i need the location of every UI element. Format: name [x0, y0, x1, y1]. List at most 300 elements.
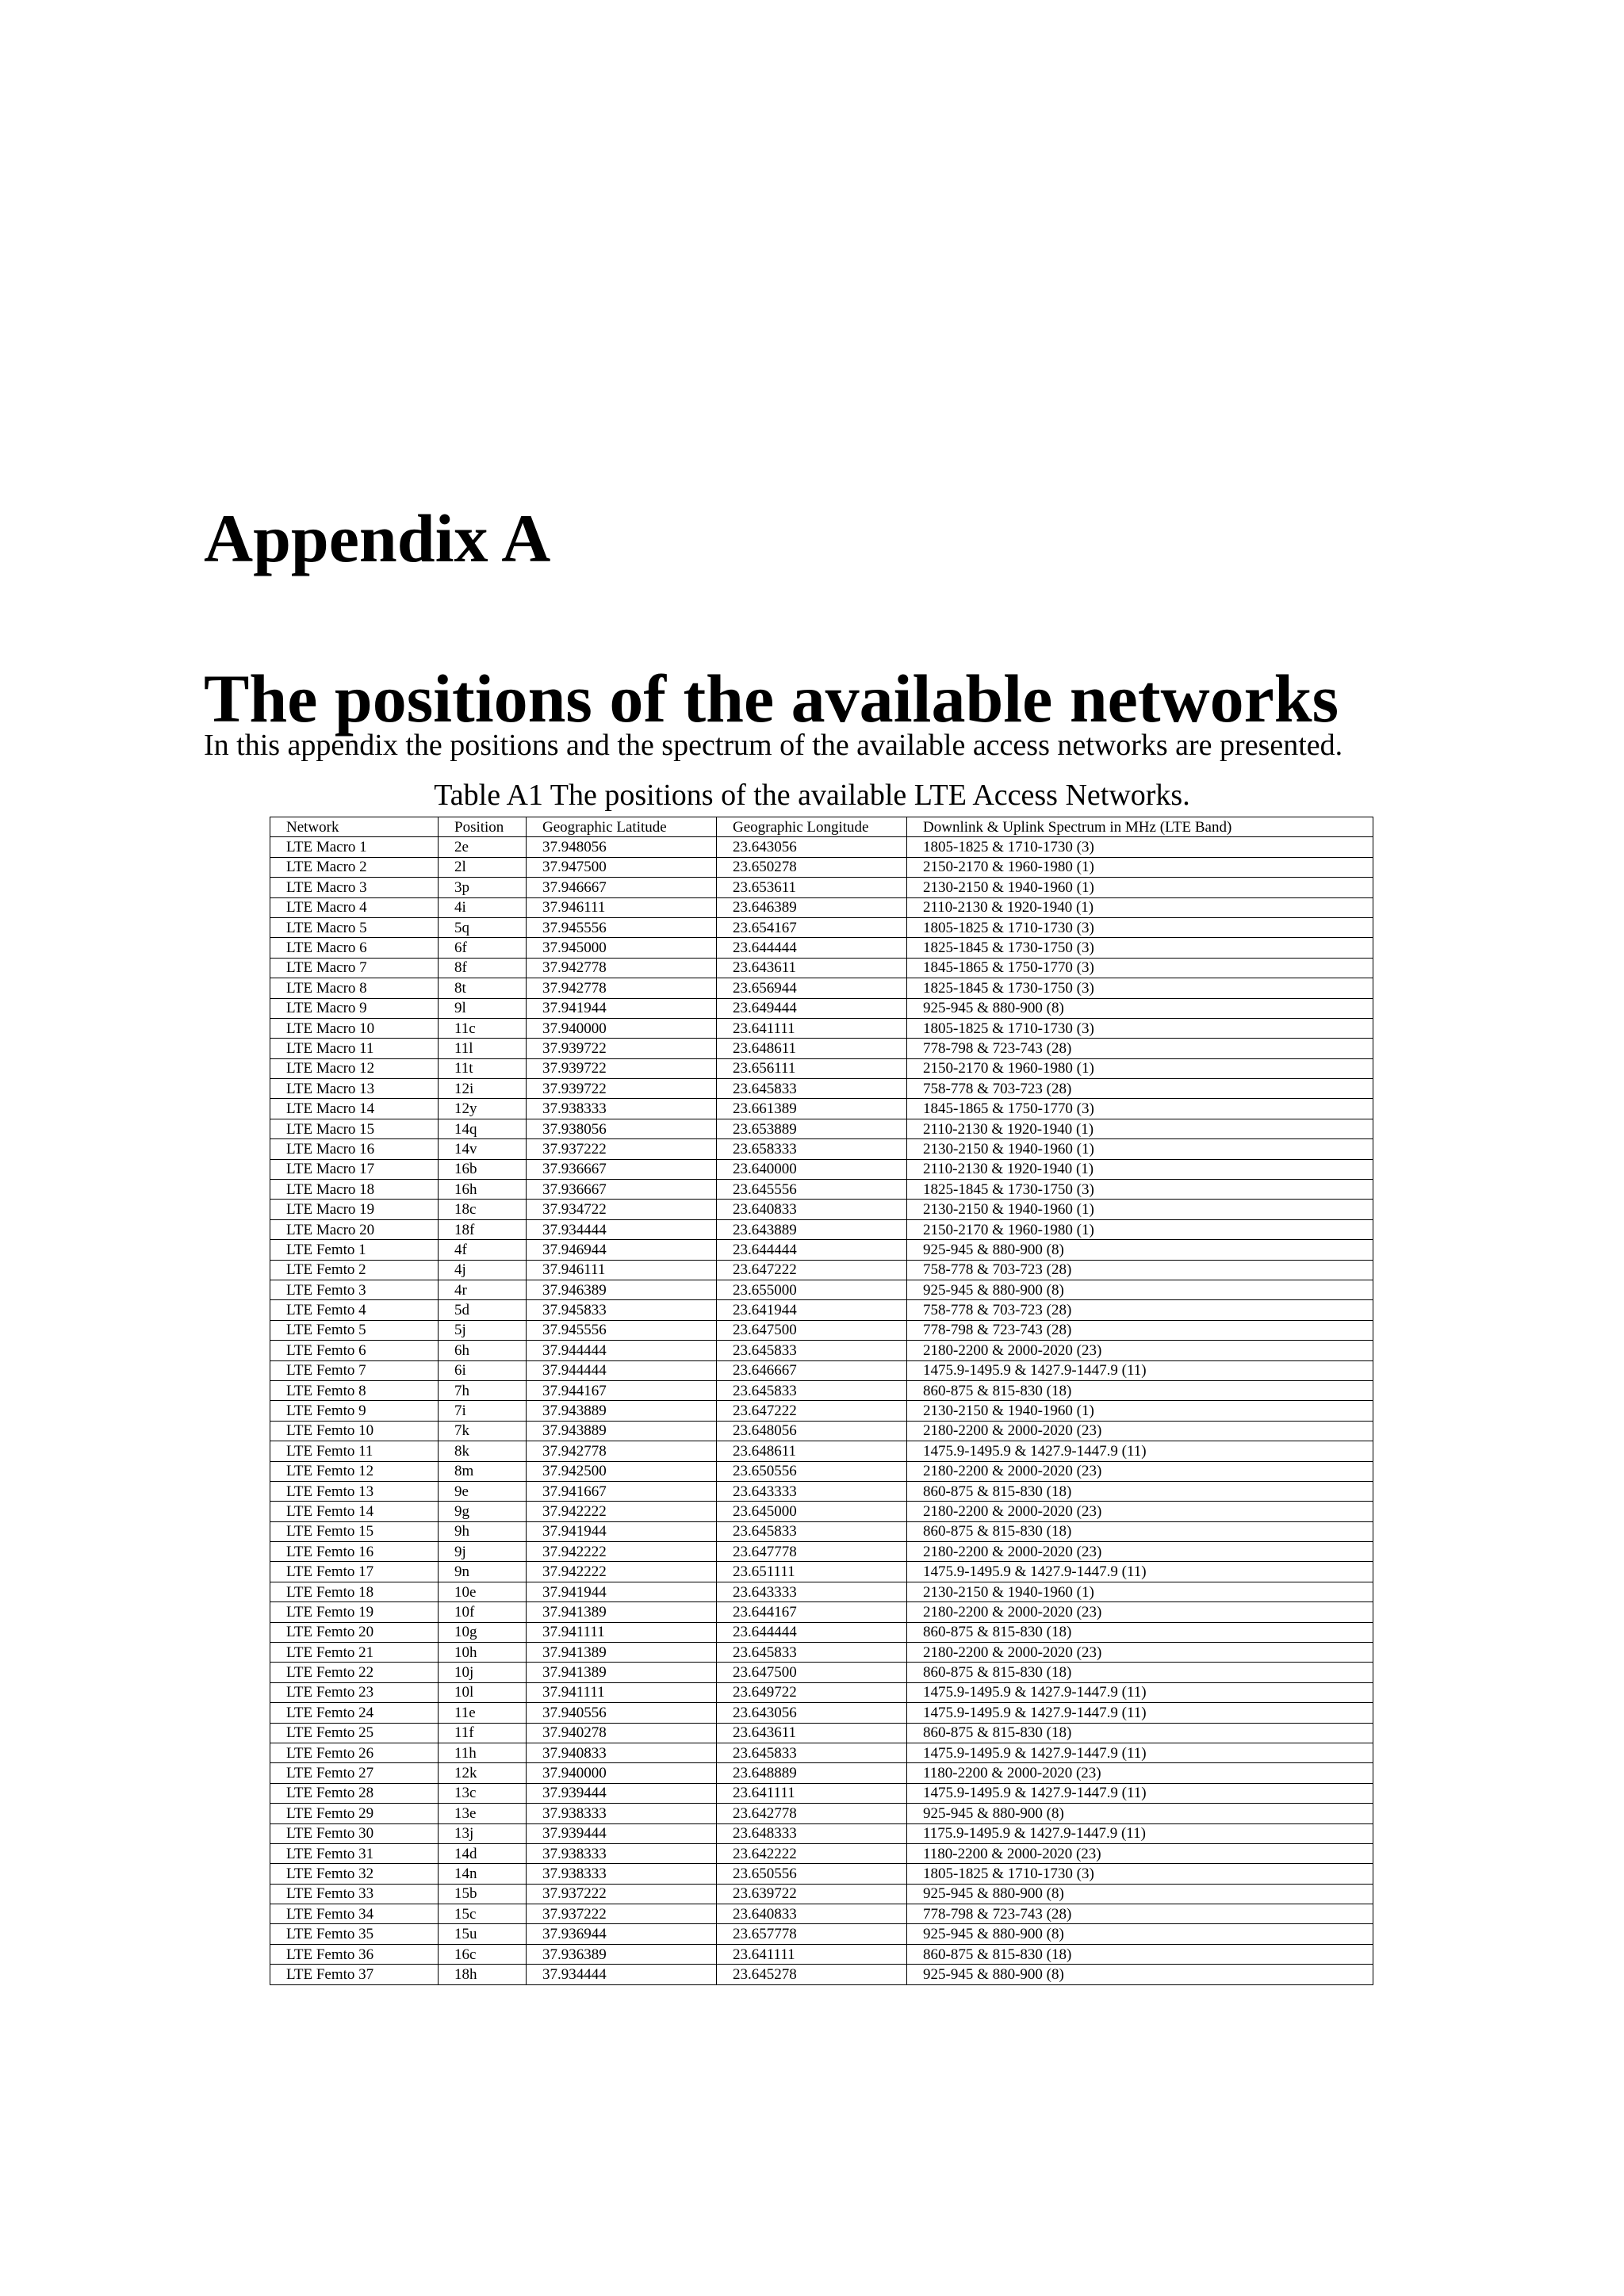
table-row [270, 938, 1373, 958]
cell-network: LTE Macro 18 [270, 1180, 439, 1200]
cell-longitude: 23.645833 [717, 1079, 907, 1099]
table-row [270, 1804, 1373, 1823]
cell-position: 5q [439, 917, 527, 937]
cell-spectrum: 1175.9-1495.9 & 1427.9-1447.9 (11) [907, 1823, 1373, 1843]
cell-position: 18c [439, 1200, 527, 1219]
cell-latitude: 37.940000 [527, 1763, 717, 1783]
cell-network: LTE Macro 7 [270, 958, 439, 978]
cell-latitude: 37.946111 [527, 1260, 717, 1280]
table-row [270, 1582, 1373, 1601]
cell-spectrum: 860-875 & 815-830 (18) [907, 1944, 1373, 1964]
cell-longitude: 23.658333 [717, 1139, 907, 1159]
cell-longitude: 23.650556 [717, 1864, 907, 1884]
cell-longitude: 23.653889 [717, 1119, 907, 1138]
cell-spectrum: 860-875 & 815-830 (18) [907, 1380, 1373, 1400]
cell-network: LTE Femto 28 [270, 1783, 439, 1803]
cell-network: LTE Macro 12 [270, 1058, 439, 1078]
cell-latitude: 37.944444 [527, 1360, 717, 1380]
table-row [270, 1823, 1373, 1843]
cell-latitude: 37.942222 [527, 1502, 717, 1521]
cell-network: LTE Femto 34 [270, 1904, 439, 1924]
cell-spectrum: 2130-2150 & 1940-1960 (1) [907, 1200, 1373, 1219]
cell-network: LTE Femto 4 [270, 1300, 439, 1320]
appendix-label: Appendix A [204, 500, 551, 576]
cell-network: LTE Macro 9 [270, 998, 439, 1018]
table-row [270, 1401, 1373, 1421]
cell-network: LTE Macro 13 [270, 1079, 439, 1099]
cell-longitude: 23.647500 [717, 1320, 907, 1340]
cell-latitude: 37.938333 [527, 1099, 717, 1119]
cell-longitude: 23.649444 [717, 998, 907, 1018]
cell-position: 4f [439, 1240, 527, 1260]
cell-latitude: 37.942778 [527, 958, 717, 978]
cell-position: 9n [439, 1562, 527, 1582]
cell-latitude: 37.937222 [527, 1139, 717, 1159]
cell-position: 16c [439, 1944, 527, 1964]
cell-position: 13j [439, 1823, 527, 1843]
cell-latitude: 37.941944 [527, 1582, 717, 1601]
cell-spectrum: 2130-2150 & 1940-1960 (1) [907, 1582, 1373, 1601]
cell-spectrum: 2180-2200 & 2000-2020 (23) [907, 1542, 1373, 1562]
cell-latitude: 37.945833 [527, 1300, 717, 1320]
cell-spectrum: 925-945 & 880-900 (8) [907, 1280, 1373, 1299]
cell-longitude: 23.641111 [717, 1944, 907, 1964]
cell-network: LTE Femto 24 [270, 1703, 439, 1723]
table-row [270, 1843, 1373, 1863]
cell-latitude: 37.945556 [527, 1320, 717, 1340]
cell-network: LTE Femto 12 [270, 1461, 439, 1481]
cell-network: LTE Femto 29 [270, 1804, 439, 1823]
cell-spectrum: 2110-2130 & 1920-1940 (1) [907, 1159, 1373, 1179]
cell-position: 11l [439, 1039, 527, 1058]
cell-spectrum: 758-778 & 703-723 (28) [907, 1260, 1373, 1280]
cell-latitude: 37.944167 [527, 1380, 717, 1400]
table-row [270, 1260, 1373, 1280]
cell-latitude: 37.945000 [527, 938, 717, 958]
cell-longitude: 23.644167 [717, 1602, 907, 1622]
cell-network: LTE Femto 5 [270, 1320, 439, 1340]
cell-network: LTE Femto 26 [270, 1743, 439, 1762]
table-row [270, 1703, 1373, 1723]
table-row [270, 878, 1373, 897]
cell-latitude: 37.938056 [527, 1119, 717, 1138]
table-row [270, 1180, 1373, 1200]
cell-network: LTE Femto 18 [270, 1582, 439, 1601]
cell-spectrum: 2180-2200 & 2000-2020 (23) [907, 1461, 1373, 1481]
table-row [270, 1965, 1373, 1984]
table-row [270, 1058, 1373, 1078]
cell-spectrum: 1475.9-1495.9 & 1427.9-1447.9 (11) [907, 1783, 1373, 1803]
cell-longitude: 23.642222 [717, 1843, 907, 1863]
cell-position: 13c [439, 1783, 527, 1803]
cell-network: LTE Femto 10 [270, 1421, 439, 1441]
cell-spectrum: 925-945 & 880-900 (8) [907, 1240, 1373, 1260]
cell-longitude: 23.644444 [717, 1622, 907, 1642]
cell-position: 8k [439, 1441, 527, 1461]
cell-latitude: 37.943889 [527, 1401, 717, 1421]
table-row [270, 998, 1373, 1018]
cell-longitude: 23.644444 [717, 1240, 907, 1260]
table-row [270, 1562, 1373, 1582]
cell-spectrum: 1475.9-1495.9 & 1427.9-1447.9 (11) [907, 1682, 1373, 1702]
cell-network: LTE Femto 3 [270, 1280, 439, 1299]
table-row [270, 978, 1373, 998]
cell-spectrum: 2130-2150 & 1940-1960 (1) [907, 1139, 1373, 1159]
cell-longitude: 23.643056 [717, 1703, 907, 1723]
cell-network: LTE Femto 23 [270, 1682, 439, 1702]
cell-longitude: 23.645278 [717, 1965, 907, 1984]
cell-position: 12i [439, 1079, 527, 1099]
cell-latitude: 37.936944 [527, 1924, 717, 1944]
cell-spectrum: 2180-2200 & 2000-2020 (23) [907, 1502, 1373, 1521]
cell-position: 14v [439, 1139, 527, 1159]
cell-spectrum: 2110-2130 & 1920-1940 (1) [907, 897, 1373, 917]
cell-position: 9l [439, 998, 527, 1018]
table-row [270, 1864, 1373, 1884]
cell-position: 14d [439, 1843, 527, 1863]
cell-network: LTE Femto 36 [270, 1944, 439, 1964]
table-row [270, 1039, 1373, 1058]
cell-longitude: 23.649722 [717, 1682, 907, 1702]
cell-position: 5d [439, 1300, 527, 1320]
cell-network: LTE Femto 6 [270, 1341, 439, 1360]
cell-longitude: 23.641944 [717, 1300, 907, 1320]
cell-longitude: 23.651111 [717, 1562, 907, 1582]
table-row [270, 1904, 1373, 1924]
cell-spectrum: 1805-1825 & 1710-1730 (3) [907, 1864, 1373, 1884]
table-caption: Table A1 The positions of the available LTE Access Networks. [434, 779, 1190, 812]
cell-position: 9g [439, 1502, 527, 1521]
cell-spectrum: 860-875 & 815-830 (18) [907, 1723, 1373, 1743]
cell-latitude: 37.941389 [527, 1643, 717, 1663]
cell-position: 18f [439, 1219, 527, 1239]
cell-latitude: 37.940278 [527, 1723, 717, 1743]
cell-position: 8m [439, 1461, 527, 1481]
cell-network: LTE Femto 11 [270, 1441, 439, 1461]
cell-position: 2l [439, 857, 527, 877]
table-row [270, 1461, 1373, 1481]
cell-spectrum: 860-875 & 815-830 (18) [907, 1622, 1373, 1642]
cell-spectrum: 2110-2130 & 1920-1940 (1) [907, 1119, 1373, 1138]
cell-position: 4r [439, 1280, 527, 1299]
table-row [270, 1139, 1373, 1159]
cell-longitude: 23.648333 [717, 1823, 907, 1843]
table-row [270, 857, 1373, 877]
cell-position: 7i [439, 1401, 527, 1421]
table-row [270, 1924, 1373, 1944]
cell-network: LTE Femto 31 [270, 1843, 439, 1863]
table-row [270, 1723, 1373, 1743]
cell-spectrum: 1180-2200 & 2000-2020 (23) [907, 1763, 1373, 1783]
cell-network: LTE Macro 2 [270, 857, 439, 877]
table-row [270, 1421, 1373, 1441]
cell-position: 8f [439, 958, 527, 978]
cell-latitude: 37.938333 [527, 1804, 717, 1823]
cell-longitude: 23.648611 [717, 1441, 907, 1461]
cell-network: LTE Femto 37 [270, 1965, 439, 1984]
cell-position: 12y [439, 1099, 527, 1119]
table-row [270, 837, 1373, 857]
cell-spectrum: 758-778 & 703-723 (28) [907, 1079, 1373, 1099]
cell-network: LTE Femto 25 [270, 1723, 439, 1743]
cell-longitude: 23.648611 [717, 1039, 907, 1058]
cell-latitude: 37.937222 [527, 1884, 717, 1904]
cell-network: LTE Femto 32 [270, 1864, 439, 1884]
cell-longitude: 23.646389 [717, 897, 907, 917]
cell-spectrum: 1825-1845 & 1730-1750 (3) [907, 1180, 1373, 1200]
cell-network: LTE Femto 15 [270, 1521, 439, 1541]
table-row [270, 1240, 1373, 1260]
cell-longitude: 23.640000 [717, 1159, 907, 1179]
cell-network: LTE Macro 17 [270, 1159, 439, 1179]
intro-paragraph: In this appendix the positions and the spectrum of the available access networks are presented. [204, 729, 1343, 762]
cell-position: 9e [439, 1481, 527, 1501]
table-row [270, 1663, 1373, 1682]
table-row [270, 1018, 1373, 1038]
cell-position: 10h [439, 1643, 527, 1663]
cell-longitude: 23.643611 [717, 958, 907, 978]
table-row [270, 1944, 1373, 1964]
cell-position: 16b [439, 1159, 527, 1179]
cell-longitude: 23.645833 [717, 1380, 907, 1400]
cell-network: LTE Femto 30 [270, 1823, 439, 1843]
cell-spectrum: 2180-2200 & 2000-2020 (23) [907, 1421, 1373, 1441]
header-spectrum: Downlink & Uplink Spectrum in MHz (LTE Band) [907, 817, 1373, 837]
cell-longitude: 23.645833 [717, 1521, 907, 1541]
table-body [270, 837, 1373, 1984]
cell-spectrum: 2180-2200 & 2000-2020 (23) [907, 1341, 1373, 1360]
cell-spectrum: 860-875 & 815-830 (18) [907, 1663, 1373, 1682]
cell-position: 6h [439, 1341, 527, 1360]
cell-position: 4j [439, 1260, 527, 1280]
cell-spectrum: 758-778 & 703-723 (28) [907, 1300, 1373, 1320]
cell-spectrum: 2150-2170 & 1960-1980 (1) [907, 857, 1373, 877]
table-row [270, 1119, 1373, 1138]
cell-longitude: 23.645556 [717, 1180, 907, 1200]
table-row [270, 1099, 1373, 1119]
cell-latitude: 37.942222 [527, 1562, 717, 1582]
table-row [270, 1360, 1373, 1380]
cell-position: 6f [439, 938, 527, 958]
cell-latitude: 37.936667 [527, 1159, 717, 1179]
table-row [270, 1682, 1373, 1702]
cell-position: 11f [439, 1723, 527, 1743]
cell-latitude: 37.946667 [527, 878, 717, 897]
cell-longitude: 23.639722 [717, 1884, 907, 1904]
header-longitude: Geographic Longitude [717, 817, 907, 837]
table-row [270, 1280, 1373, 1299]
cell-longitude: 23.643056 [717, 837, 907, 857]
cell-spectrum: 2180-2200 & 2000-2020 (23) [907, 1643, 1373, 1663]
cell-latitude: 37.942222 [527, 1542, 717, 1562]
cell-latitude: 37.946111 [527, 897, 717, 917]
cell-longitude: 23.656111 [717, 1058, 907, 1078]
cell-longitude: 23.650278 [717, 857, 907, 877]
cell-latitude: 37.946389 [527, 1280, 717, 1299]
cell-network: LTE Macro 16 [270, 1139, 439, 1159]
cell-position: 7k [439, 1421, 527, 1441]
cell-position: 6i [439, 1360, 527, 1380]
cell-latitude: 37.941667 [527, 1481, 717, 1501]
cell-network: LTE Femto 13 [270, 1481, 439, 1501]
table-row [270, 1300, 1373, 1320]
cell-longitude: 23.655000 [717, 1280, 907, 1299]
table-row [270, 1743, 1373, 1762]
cell-longitude: 23.661389 [717, 1099, 907, 1119]
cell-spectrum: 1845-1865 & 1750-1770 (3) [907, 958, 1373, 978]
cell-spectrum: 2130-2150 & 1940-1960 (1) [907, 878, 1373, 897]
table-row [270, 1320, 1373, 1340]
cell-longitude: 23.647778 [717, 1542, 907, 1562]
cell-spectrum: 1825-1845 & 1730-1750 (3) [907, 938, 1373, 958]
cell-network: LTE Macro 8 [270, 978, 439, 998]
cell-position: 2e [439, 837, 527, 857]
cell-longitude: 23.648056 [717, 1421, 907, 1441]
cell-position: 10f [439, 1602, 527, 1622]
cell-network: LTE Femto 14 [270, 1502, 439, 1521]
cell-latitude: 37.941389 [527, 1602, 717, 1622]
cell-latitude: 37.939444 [527, 1783, 717, 1803]
cell-latitude: 37.934444 [527, 1219, 717, 1239]
cell-longitude: 23.645833 [717, 1743, 907, 1762]
cell-latitude: 37.941944 [527, 998, 717, 1018]
table-row [270, 1441, 1373, 1461]
table-row [270, 1643, 1373, 1663]
cell-network: LTE Macro 14 [270, 1099, 439, 1119]
cell-network: LTE Femto 7 [270, 1360, 439, 1380]
cell-position: 15b [439, 1884, 527, 1904]
cell-latitude: 37.934444 [527, 1965, 717, 1984]
cell-spectrum: 2180-2200 & 2000-2020 (23) [907, 1602, 1373, 1622]
cell-spectrum: 860-875 & 815-830 (18) [907, 1481, 1373, 1501]
cell-latitude: 37.944444 [527, 1341, 717, 1360]
cell-position: 7h [439, 1380, 527, 1400]
cell-position: 11h [439, 1743, 527, 1762]
cell-position: 10e [439, 1582, 527, 1601]
cell-position: 9h [439, 1521, 527, 1541]
table-row [270, 1542, 1373, 1562]
cell-network: LTE Femto 35 [270, 1924, 439, 1944]
cell-longitude: 23.653611 [717, 878, 907, 897]
cell-longitude: 23.641111 [717, 1018, 907, 1038]
cell-position: 10j [439, 1663, 527, 1682]
cell-position: 8t [439, 978, 527, 998]
cell-position: 15c [439, 1904, 527, 1924]
cell-longitude: 23.645833 [717, 1341, 907, 1360]
cell-network: LTE Macro 6 [270, 938, 439, 958]
table-row [270, 1783, 1373, 1803]
cell-network: LTE Femto 22 [270, 1663, 439, 1682]
table-row [270, 1502, 1373, 1521]
cell-spectrum: 778-798 & 723-743 (28) [907, 1320, 1373, 1340]
cell-latitude: 37.939722 [527, 1079, 717, 1099]
cell-spectrum: 860-875 & 815-830 (18) [907, 1521, 1373, 1541]
table-row [270, 1380, 1373, 1400]
cell-latitude: 37.942500 [527, 1461, 717, 1481]
cell-longitude: 23.643611 [717, 1723, 907, 1743]
cell-latitude: 37.939722 [527, 1058, 717, 1078]
cell-latitude: 37.942778 [527, 1441, 717, 1461]
cell-network: LTE Macro 4 [270, 897, 439, 917]
cell-position: 16h [439, 1180, 527, 1200]
cell-latitude: 37.941111 [527, 1682, 717, 1702]
cell-latitude: 37.940000 [527, 1018, 717, 1038]
cell-latitude: 37.938333 [527, 1843, 717, 1863]
appendix-title: The positions of the available networks [204, 660, 1339, 737]
cell-spectrum: 2150-2170 & 1960-1980 (1) [907, 1219, 1373, 1239]
cell-position: 5j [439, 1320, 527, 1340]
cell-position: 13e [439, 1804, 527, 1823]
cell-position: 10l [439, 1682, 527, 1702]
header-latitude: Geographic Latitude [527, 817, 717, 837]
table-row [270, 897, 1373, 917]
cell-network: LTE Macro 10 [270, 1018, 439, 1038]
cell-position: 11e [439, 1703, 527, 1723]
cell-network: LTE Femto 1 [270, 1240, 439, 1260]
cell-latitude: 37.941389 [527, 1663, 717, 1682]
cell-spectrum: 1475.9-1495.9 & 1427.9-1447.9 (11) [907, 1441, 1373, 1461]
cell-longitude: 23.648889 [717, 1763, 907, 1783]
cell-latitude: 37.937222 [527, 1904, 717, 1924]
cell-spectrum: 1475.9-1495.9 & 1427.9-1447.9 (11) [907, 1562, 1373, 1582]
cell-latitude: 37.938333 [527, 1864, 717, 1884]
table-row [270, 1763, 1373, 1783]
cell-spectrum: 925-945 & 880-900 (8) [907, 1804, 1373, 1823]
cell-position: 12k [439, 1763, 527, 1783]
cell-spectrum: 1805-1825 & 1710-1730 (3) [907, 917, 1373, 937]
cell-position: 14n [439, 1864, 527, 1884]
table-row [270, 1159, 1373, 1179]
cell-network: LTE Macro 19 [270, 1200, 439, 1219]
cell-latitude: 37.945556 [527, 917, 717, 937]
table-row [270, 1079, 1373, 1099]
table-row [270, 1341, 1373, 1360]
table-row [270, 1521, 1373, 1541]
cell-spectrum: 1475.9-1495.9 & 1427.9-1447.9 (11) [907, 1743, 1373, 1762]
cell-spectrum: 1845-1865 & 1750-1770 (3) [907, 1099, 1373, 1119]
cell-latitude: 37.948056 [527, 837, 717, 857]
lte-networks-table [270, 817, 1373, 1985]
cell-network: LTE Femto 19 [270, 1602, 439, 1622]
cell-position: 15u [439, 1924, 527, 1944]
cell-latitude: 37.936667 [527, 1180, 717, 1200]
cell-network: LTE Macro 15 [270, 1119, 439, 1138]
cell-position: 11t [439, 1058, 527, 1078]
cell-position: 3p [439, 878, 527, 897]
cell-spectrum: 1805-1825 & 1710-1730 (3) [907, 1018, 1373, 1038]
cell-longitude: 23.654167 [717, 917, 907, 937]
cell-spectrum: 1825-1845 & 1730-1750 (3) [907, 978, 1373, 998]
cell-network: LTE Femto 27 [270, 1763, 439, 1783]
header-network: Network [270, 817, 439, 837]
cell-longitude: 23.650556 [717, 1461, 907, 1481]
cell-spectrum: 925-945 & 880-900 (8) [907, 1965, 1373, 1984]
cell-spectrum: 1475.9-1495.9 & 1427.9-1447.9 (11) [907, 1360, 1373, 1380]
cell-latitude: 37.943889 [527, 1421, 717, 1441]
cell-longitude: 23.641111 [717, 1783, 907, 1803]
cell-position: 18h [439, 1965, 527, 1984]
table-row [270, 1884, 1373, 1904]
cell-longitude: 23.646667 [717, 1360, 907, 1380]
cell-latitude: 37.939722 [527, 1039, 717, 1058]
table-header-row [270, 817, 1373, 837]
cell-network: LTE Femto 2 [270, 1260, 439, 1280]
cell-network: LTE Femto 33 [270, 1884, 439, 1904]
table-row [270, 1622, 1373, 1642]
cell-position: 11c [439, 1018, 527, 1038]
cell-longitude: 23.640833 [717, 1200, 907, 1219]
cell-longitude: 23.642778 [717, 1804, 907, 1823]
